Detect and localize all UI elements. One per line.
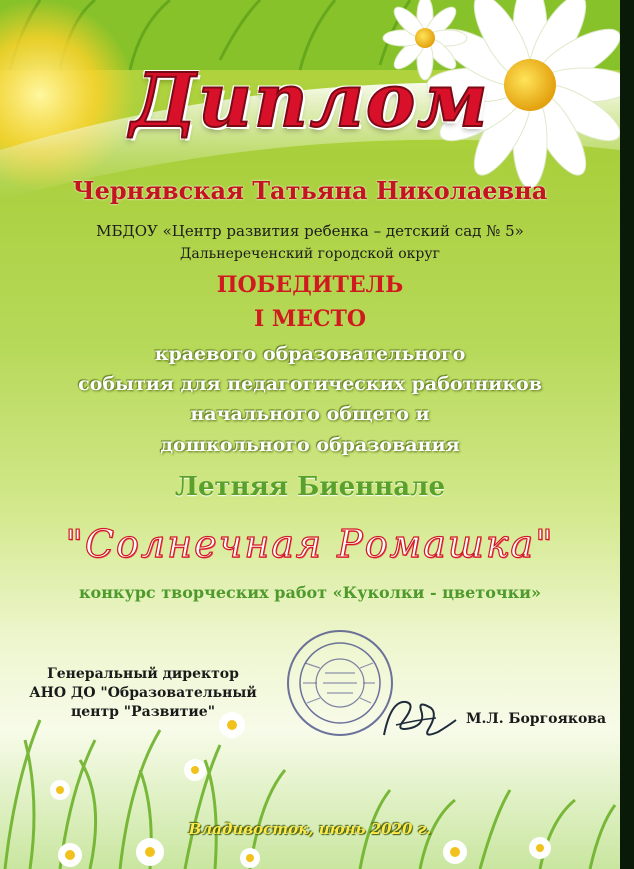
event-name: Летняя Биеннале	[175, 472, 445, 502]
diploma-title: Диплом	[130, 58, 490, 144]
daisy-icon	[50, 780, 70, 800]
daisy-icon	[184, 759, 206, 781]
recipient-name: Чернявская Татьяна Николаевна	[72, 176, 548, 205]
director-line: центр "Развитие"	[70, 704, 216, 720]
event-line: дошкольного образования	[160, 434, 460, 456]
event-title: "Солнечная Ромашка"	[65, 522, 555, 566]
event-line: события для педагогических работников	[78, 373, 542, 395]
daisy-icon	[136, 838, 164, 866]
daisy-icon	[529, 837, 551, 859]
daisy-icon	[443, 840, 467, 864]
place: I МЕСТО	[253, 306, 367, 332]
director-fio: М.Л. Боргоякова	[466, 711, 607, 727]
director-line: АНО ДО "Образовательный	[29, 685, 257, 701]
director-block	[28, 665, 258, 722]
district: Дальнереченский городской округ	[180, 246, 440, 262]
director-line: Генеральный директор	[47, 666, 239, 682]
daisy-icon	[58, 843, 82, 867]
status: ПОБЕДИТЕЛЬ	[216, 272, 404, 298]
daisy-icon	[240, 848, 260, 868]
signature	[376, 690, 466, 750]
city-date: Владивосток, июнь 2020 г.	[188, 820, 432, 838]
organization: МБДОУ «Центр развития ребенка – детский сад № 5»	[96, 222, 524, 240]
contest: конкурс творческих работ «Куколки - цветочки»	[78, 583, 541, 602]
event-line: начального общего и	[190, 403, 430, 425]
event-line: краевого образовательного	[154, 343, 466, 365]
right-border	[620, 0, 634, 869]
